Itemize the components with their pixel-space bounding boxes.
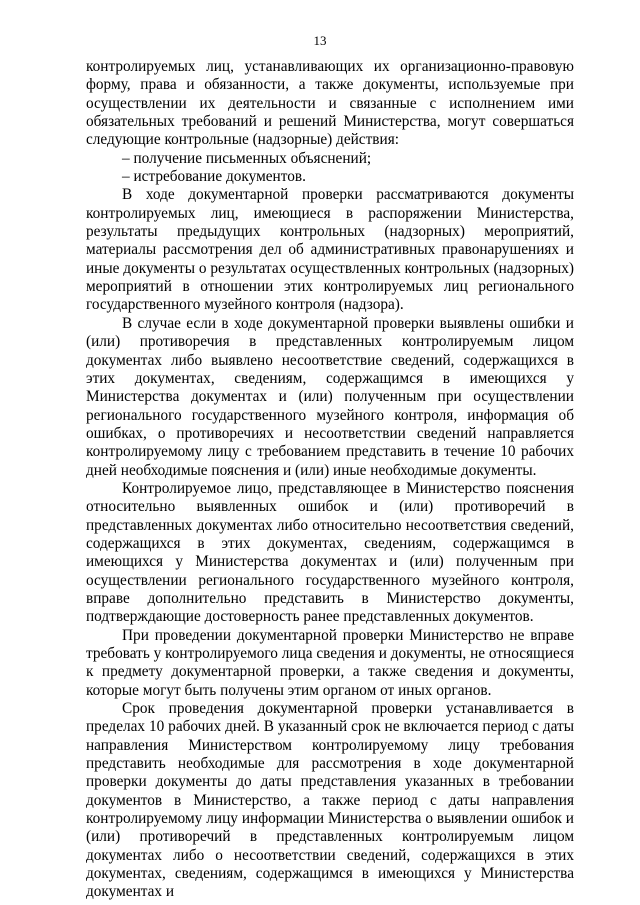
paragraph-duration: Срок проведения документарной проверки устанавливается в пределах 10 рабочих дней. В указанный срок не включается период с даты направления Министерством контролируемому лицу требования представить необходимые для рассмотрения в ходе документарной проверки документы до даты представления указанных в требовании документов в Министерство, а также период с даты направления контролируемому лицу информации Министерства о выявлении ошибок и (или) противоречий в представленных контролируемым лицом документах либо о несоответствии сведений, содержащихся в этих документах, сведениям, содержащимся в имеющихся у Министерства документах и <box>86 700 574 901</box>
paragraph-continuation: контролируемых лиц, устанавливающих их организационно-правовую форму, права и обязанности, а также документы, используемые при осуществлении их деятельности и связанные с исполнением ими обязательных требований и решений Министерства, могут совершаться следующие контрольные (надзорные) действия: <box>86 58 574 149</box>
document-body <box>86 58 574 902</box>
list-item-explanations: – получение письменных объяснений; <box>122 149 372 167</box>
paragraph-errors-found: В случае если в ходе документарной проверки выявлены ошибки и (или) противоречия в представленных контролируемым лицом документах либо выявлено несоответствие сведений, содержащихся в этих документах, сведениям, содержащимся в имеющихся у Министерства документах и (или) полученным при осуществлении регионального государственного музейного контроля, информация об ошибках, о противоречиях и несоответствии сведений направляется контролируемому лицу с требованием представить в течение 10 рабочих дней необходимые пояснения и (или) иные необходимые документы. <box>86 314 574 479</box>
paragraph-restrictions: При проведении документарной проверки Министерство не вправе требовать у контролируемого лица сведения и документы, не относящиеся к предмету документарной проверки, а также сведения и документы, которые могут быть получены этим органом от иных органов. <box>86 626 575 699</box>
paragraph-review-scope: В ходе документарной проверки рассматриваются документы контролируемых лиц, имеющиеся в распоряжении Министерства, результаты предыдущих контрольных (надзорных) мероприятий, материалы рассмотрения дел об административных правонарушениях и иные документы о результатах осуществленных контрольных (надзорных) мероприятий в отношении этих контролируемых лиц регионального государственного музейного контроля (надзора). <box>86 186 574 314</box>
paragraph-explanations-right: Контролируемое лицо, представляющее в Министерство пояснения относительно выявленных ошибок и (или) противоречий в представленных документах либо относительно несоответствия сведений, содержащихся в этих документах, сведениям, содержащимся в имеющихся у Министерства документах и (или) полученным при осуществлении регионального государственного музейного контроля, вправе дополнительно представить в Министерство документы, подтверждающие достоверность ранее представленных документов. <box>86 479 574 626</box>
page-number: 13 <box>313 33 327 48</box>
list-item-documents: – истребование документов. <box>122 168 306 186</box>
